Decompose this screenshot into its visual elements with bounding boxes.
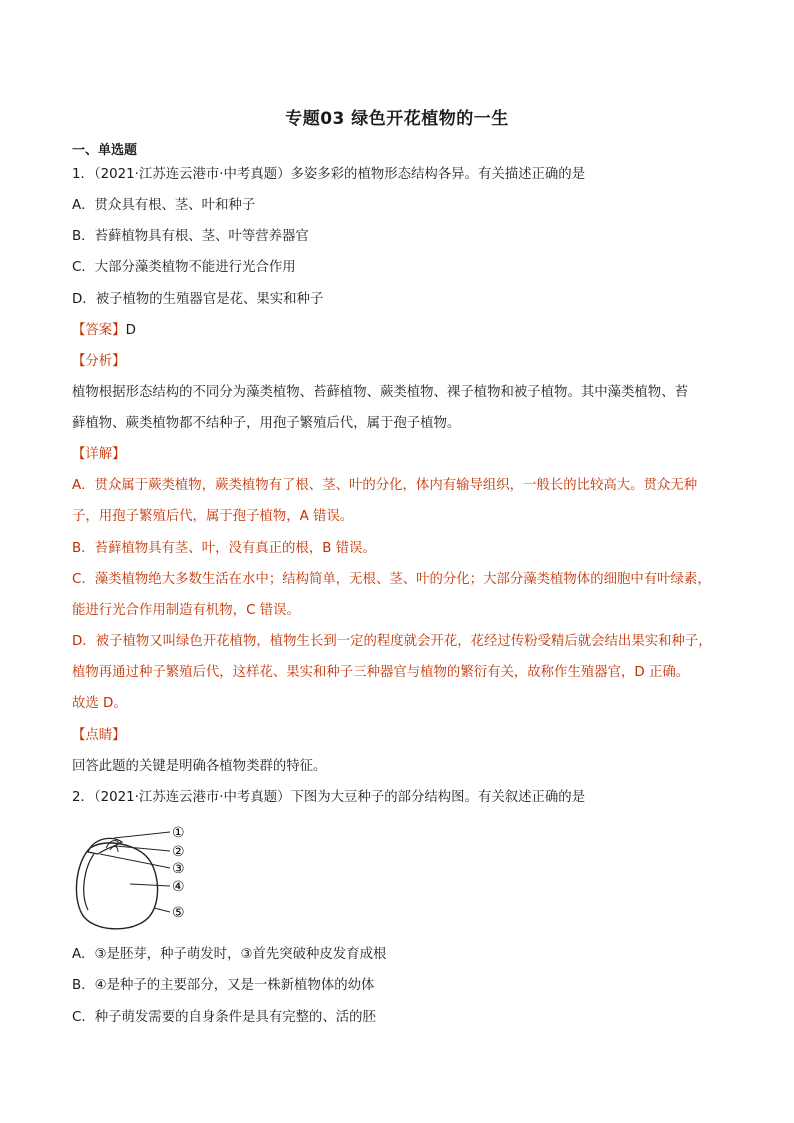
detail-line-3: B．苔藓植物具有茎、叶，没有真正的根，B 错误。 [72,541,376,556]
comment-text: 回答此题的关键是明确各植物类群的特征。 [72,759,327,774]
q1-option-b: B．苔藓植物具有根、茎、叶等营养器官 [72,229,309,244]
detail-line-8: 故选 D。 [72,696,127,711]
q2-option-b: B．④是种子的主要部分，又是一株新植物体的幼体 [72,978,375,993]
q2-stem: 2．（2021·江苏连云港市·中考真题）下图为大豆种子的部分结构图。有关叙述正确的是 [72,790,586,805]
figure-label-1: ① [172,825,185,841]
answer-tag: 【答案】 [72,323,126,338]
soybean-seed-diagram [70,818,200,936]
q2-option-c: C．种子萌发需要的自身条件是具有完整的、活的胚 [72,1010,376,1025]
detail-line-4: C．藻类植物绝大多数生活在水中；结构简单，无根、茎、叶的分化；大部分藻类植物体的细胞中有叶绿素， [72,572,711,587]
detail-line-7: 植物再通过种子繁殖后代，这样花、果实和种子三种器官与植物的繁衍有关，故称作生殖器官，D 正确。 [72,665,690,680]
figure-label-5: ⑤ [172,905,185,921]
figure-label-2: ② [172,844,185,860]
q1-option-d: D．被子植物的生殖器官是花、果实和种子 [72,292,324,307]
q1-option-a: A．贯众具有根、茎、叶和种子 [72,198,256,213]
analysis-line-1: 植物根据形态结构的不同分为藻类植物、苔藓植物、蕨类植物、裸子植物和被子植物。其中藻类植物、苔 [72,385,688,400]
detail-line-6: D．被子植物又叫绿色开花植物，植物生长到一定的程度就会开花，花经过传粉受精后就会结出果实和种子， [72,634,712,649]
cotyledon-outline [84,854,94,910]
analysis-tag: 【分析】 [72,354,126,369]
section-heading: 一、单选题 [72,143,138,158]
figure-label-4: ④ [172,879,185,895]
answer-value: D [125,323,136,338]
q2-option-a: A．③是胚芽，种子萌发时，③首先突破种皮发育成根 [72,947,387,962]
q1-stem: 1．（2021·江苏连云港市·中考真题）多姿多彩的植物形态结构各异。有关描述正确的是 [72,167,586,182]
q1-option-c: C．大部分藻类植物不能进行光合作用 [72,260,296,275]
detail-tag: 【详解】 [72,447,126,462]
q1-answer-row [72,322,136,340]
page-title: 专题03 绿色开花植物的一生 [285,109,509,129]
figure-label-3: ③ [172,861,185,877]
seed-coat-outline [76,843,157,929]
detail-line-5: 能进行光合作用制造有机物，C 错误。 [72,603,300,618]
comment-tag: 【点睛】 [72,728,126,743]
detail-line-2: 子，用孢子繁殖后代，属于孢子植物，A 错误。 [72,509,354,524]
detail-line-1: A．贯众属于蕨类植物，蕨类植物有了根、茎、叶的分化，体内有输导组织，一般长的比较高大。贯众无种 [72,478,698,493]
analysis-line-2: 藓植物、蕨类植物都不结种子，用孢子繁殖后代，属于孢子植物。 [72,416,461,431]
